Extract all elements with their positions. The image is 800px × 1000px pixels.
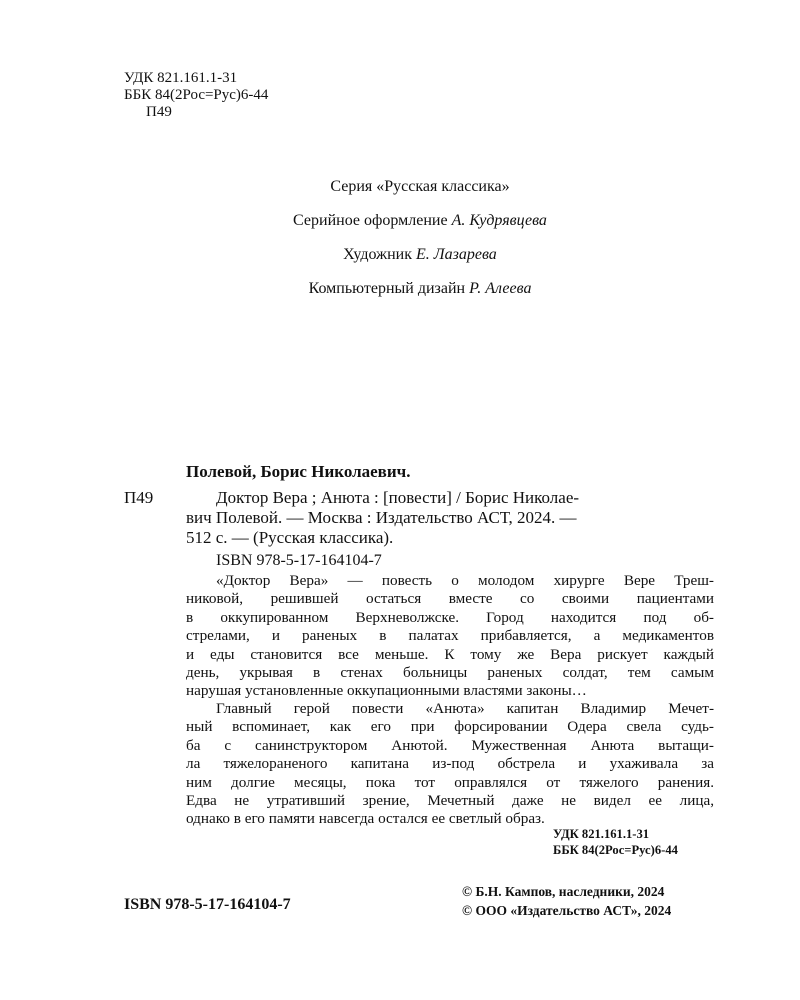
annotation-line: ним долгие месяцы, пока тот оправлялся от тяжелого ранения. [186,773,714,791]
classification-block [124,70,268,121]
annotation-line: день, укрывая в стенах больницы раненых солдат, тем самым [186,664,714,682]
artist-label: Художник [343,246,417,263]
annotation-line: Едва не утративший зрение, Мечетный даже не видел ее лица, [186,792,714,810]
copyright-publisher: © ООО «Издательство АСТ», 2024 [462,903,672,918]
annotation-line: стрелами, и раненых в палатах прибавляется, а медикаментов [186,627,714,645]
annotation-line: ба с санинструктором Анютой. Мужественная Анюта вытащи- [186,736,714,754]
annotation-paragraph-2 [186,700,714,829]
bibliographic-code: П49 [124,488,154,507]
biblio-line: 512 с. — (Русская классика). [186,528,394,547]
footer-bbk: ББК 84(2Рос=Рус)6-44 [553,843,678,857]
series-line: Серия «Русская классика» [330,178,510,195]
copyright-heirs: © Б.Н. Кампов, наследники, 2024 [462,884,665,899]
artist-name: Е. Лазарева [416,246,497,263]
footer-classification [553,826,678,858]
annotation-line: в оккупированном Верхневолжске. Город находится под об- [186,608,714,626]
annotation-line: однако в его памяти навсегда остался ее светлый образ. [186,810,545,828]
annotation-line: никовой, решившей остаться вместе со своими пациентами [186,590,714,608]
series-design-name: А. Кудрявцева [451,212,547,229]
series-design-line [0,212,800,230]
author-heading: Полевой, Борис Николаевич. [186,462,411,481]
biblio-line: Доктор Вера ; Анюта : [повести] / Борис Николае- [216,488,580,507]
udk-code: УДК 821.161.1-31 [124,70,238,86]
isbn-record: ISBN 978-5-17-164104-7 [216,552,382,569]
annotation-line: ла тяжелораненого капитана из-под обстрела и ухаживала за [186,755,714,773]
biblio-line: вич Полевой. — Москва : Издательство АСТ, 2024. — [186,508,577,527]
footer-isbn: ISBN 978-5-17-164104-7 [124,896,291,913]
annotation-line: Главный герой повести «Анюта» капитан Владимир Мечет- [216,700,714,717]
annotation-line: «Доктор Вера» — повесть о молодом хирурге Вере Треш- [216,572,714,589]
author-sign: П49 [146,104,172,120]
series-design-label: Серийное оформление [293,212,452,229]
artist-line [0,246,800,264]
bbk-code: ББК 84(2Рос=Рус)6-44 [124,87,269,103]
annotation-line: и еды становится все меньше. К тому же Вера рискует каждый [186,645,714,663]
annotation-line: ный вспоминает, как его при форсировании Одера свела судь- [186,718,714,736]
annotation-paragraph-1 [186,572,714,701]
computer-design-name: Р. Алеева [469,280,532,297]
footer-udk: УДК 821.161.1-31 [553,827,650,841]
copyright-block [462,882,671,920]
bibliographic-description [186,488,714,548]
annotation-line: нарушая установленные оккупационными властями законы… [186,682,587,700]
computer-design-line [0,280,800,298]
computer-design-label: Компьютерный дизайн [308,280,470,297]
